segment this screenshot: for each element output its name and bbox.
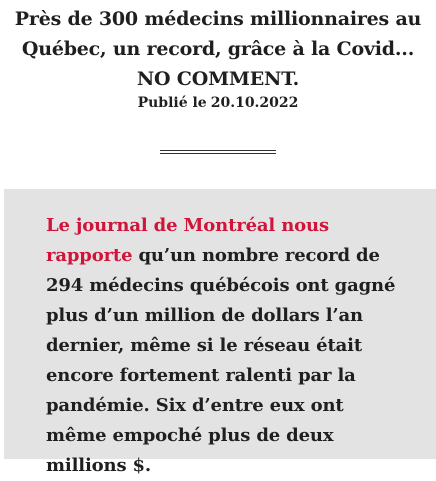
- published-date: [0, 93, 436, 113]
- article-title: Près de 300 médecins millionnaires au Québec, un record, grâce à la Covid... NO COMMENT.: [14, 8, 422, 90]
- divider: [160, 150, 276, 154]
- quote-lead: Le journal de Montréal nous rapporte: [46, 215, 329, 266]
- published-label: Publié le: [137, 95, 207, 111]
- quote-body: qu’un nombre record de 294 médecins québécois ont gagné plus d’un million de dollars l’an dernier, même si le réseau était encore fortement ralenti par la pandémie. Six d’entre eux ont même empoché plus de deux millions $.: [46, 245, 396, 476]
- published-date-value: 20.10.2022: [210, 95, 299, 111]
- quote-text: [46, 211, 396, 481]
- quote-box: [4, 189, 436, 476]
